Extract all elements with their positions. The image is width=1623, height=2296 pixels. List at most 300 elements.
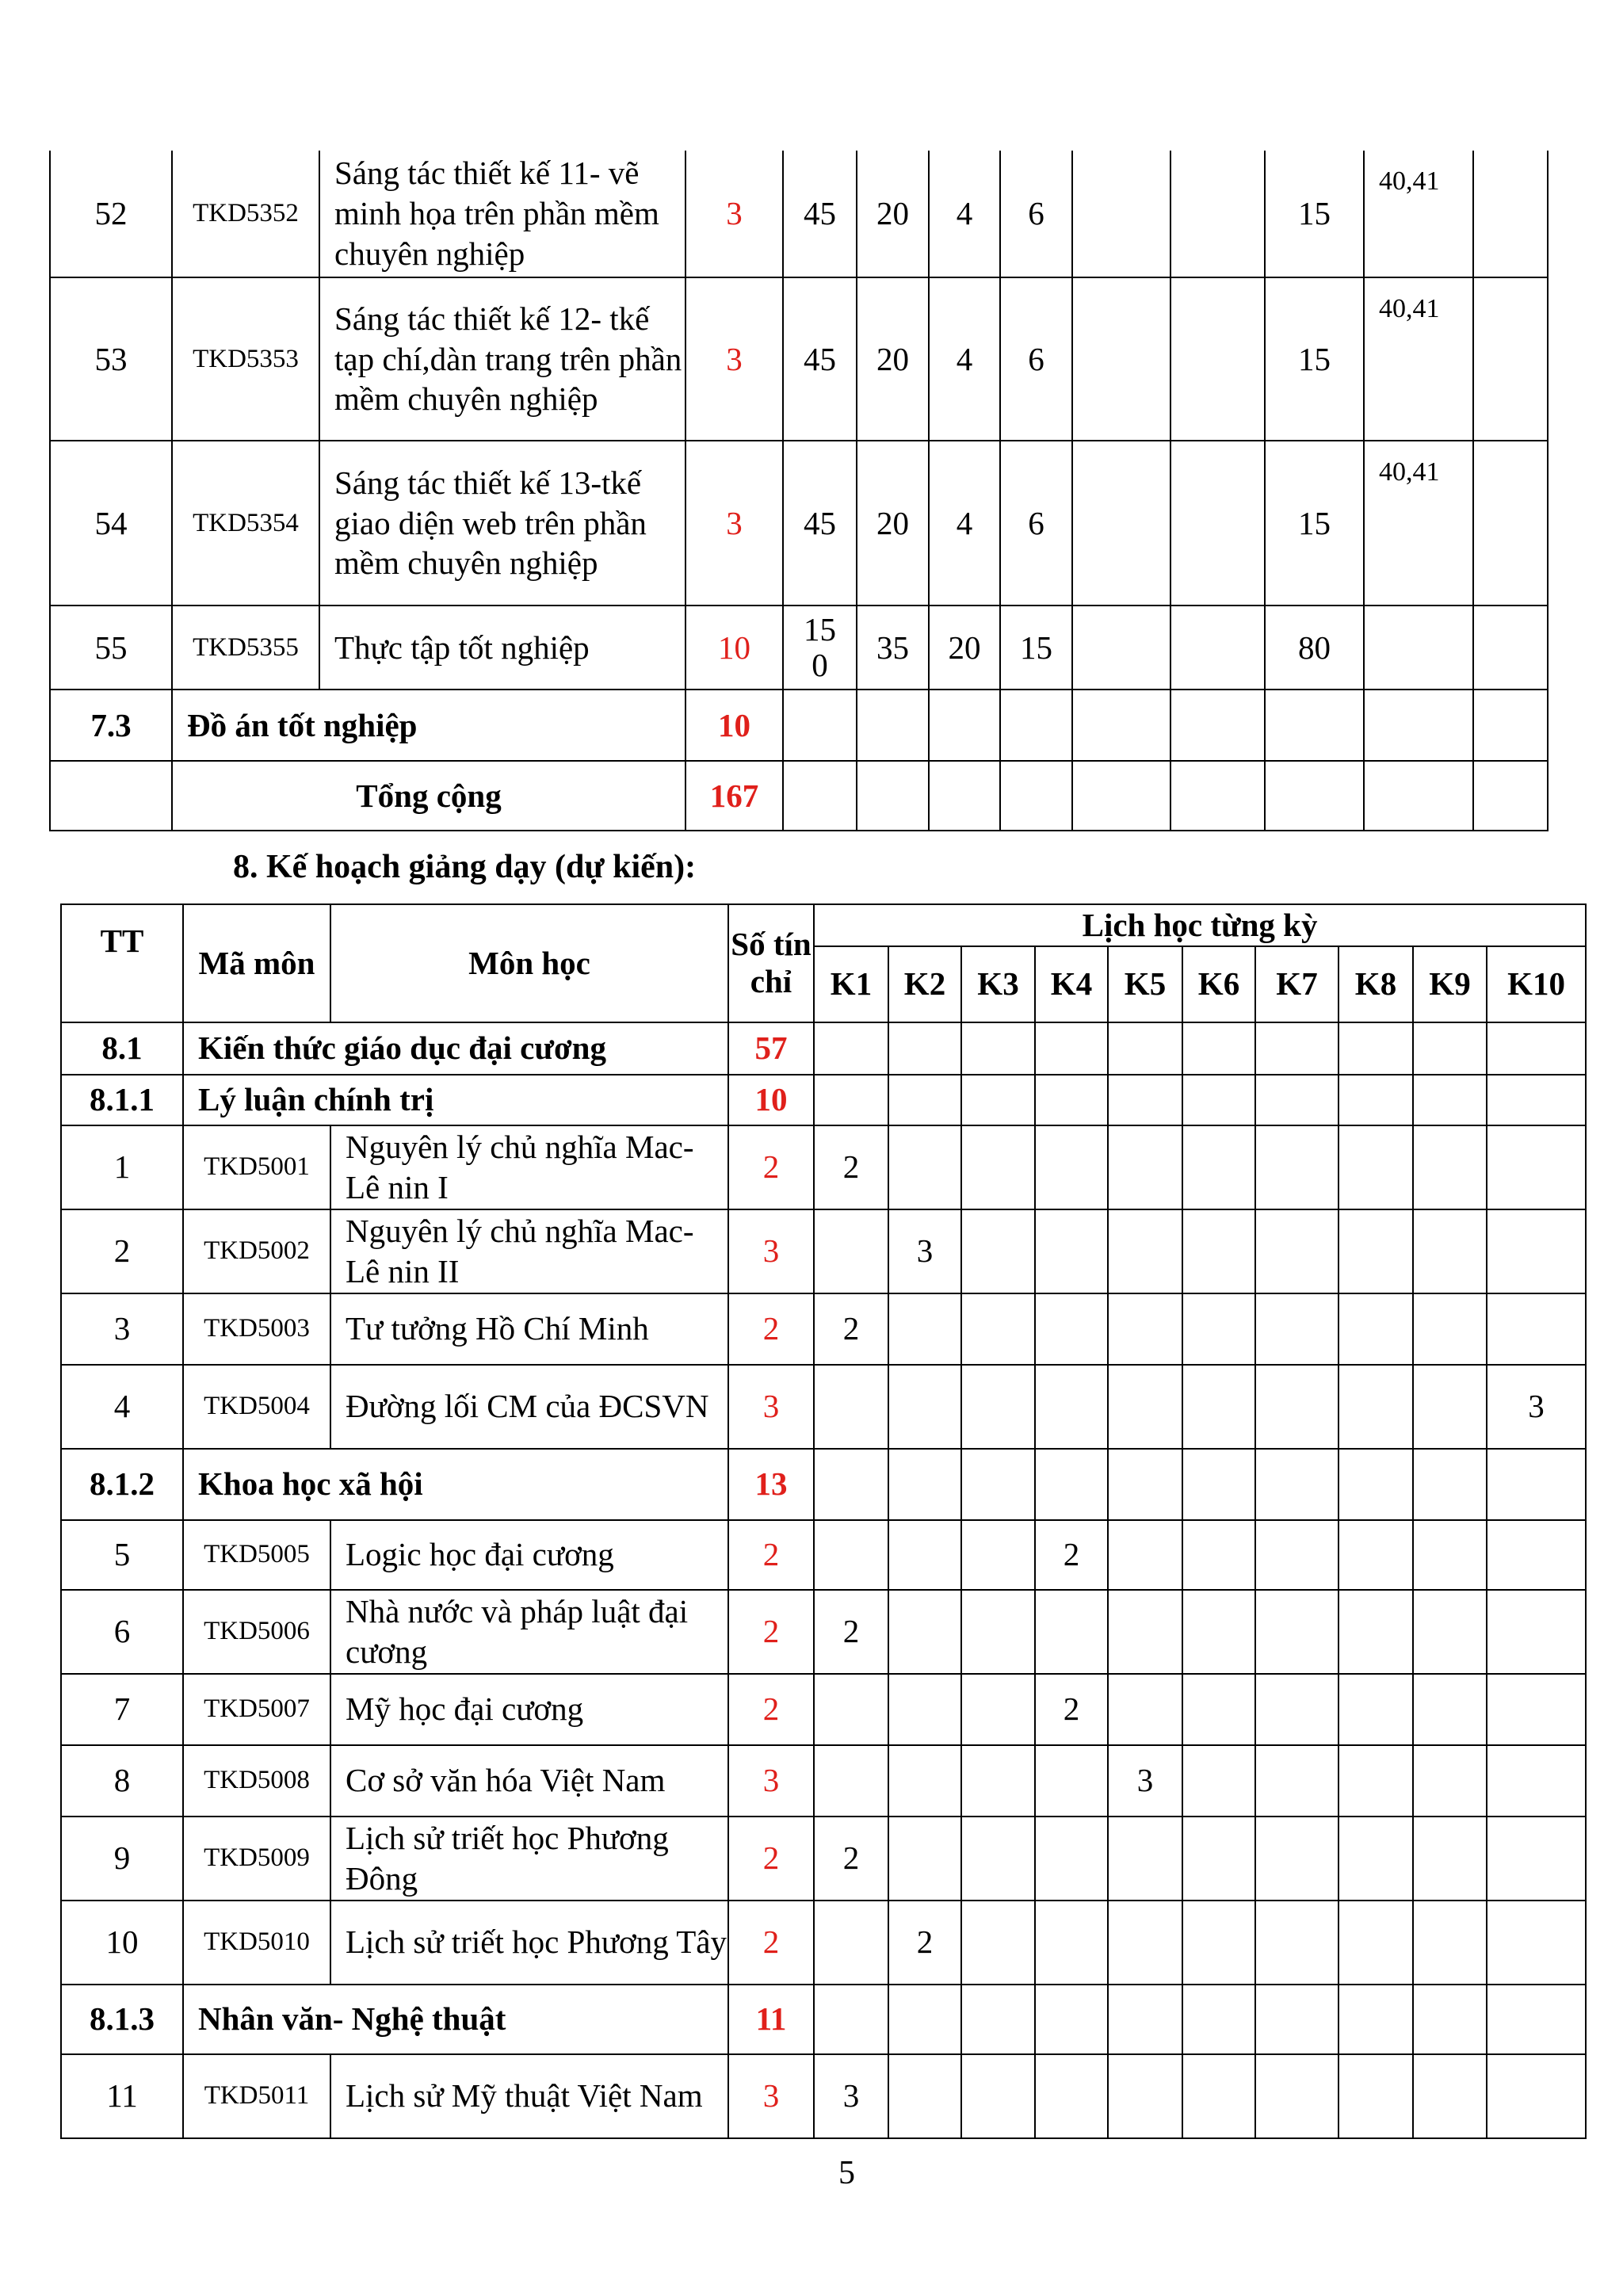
- hours-cell: 15: [1000, 606, 1072, 690]
- course-code: TKD5010: [183, 1901, 330, 1985]
- term-cell: [1182, 1985, 1255, 2054]
- term-cell: [1338, 1901, 1413, 1985]
- course-row: [61, 1745, 1586, 1817]
- term-header-k7: K7: [1255, 946, 1338, 1022]
- hours-cell: 6: [1000, 151, 1072, 277]
- term-cell: [1338, 1125, 1413, 1209]
- term-cell: [1338, 1075, 1413, 1125]
- term-cell: [888, 1125, 961, 1209]
- term-cell: [1182, 1125, 1255, 1209]
- term-cell: [1182, 1022, 1255, 1075]
- term-cell: [1182, 1674, 1255, 1745]
- empty-cell: [1364, 690, 1473, 761]
- term-cell: [1338, 1985, 1413, 2054]
- term-cell: [1035, 1365, 1108, 1449]
- course-credits: 2: [728, 1817, 814, 1901]
- term-cell: [888, 1817, 961, 1901]
- hours-cell: 45: [783, 441, 857, 606]
- course-row: [61, 1365, 1586, 1449]
- term-cell: [1413, 1365, 1487, 1449]
- row-number: 7: [61, 1674, 183, 1745]
- term-cell: [961, 1075, 1035, 1125]
- term-cell: 3: [1487, 1365, 1586, 1449]
- term-cell: [1413, 1745, 1487, 1817]
- term-cell: [1108, 1674, 1182, 1745]
- hours-cell: 150: [783, 606, 857, 690]
- course-name: Lịch sử triết học Phương Đông: [330, 1817, 728, 1901]
- course-row: [61, 1901, 1586, 1985]
- table-row: [50, 606, 1548, 690]
- section-name: Khoa học xã hội: [183, 1449, 728, 1520]
- term-cell: [1338, 1745, 1413, 1817]
- section-credits: 57: [728, 1022, 814, 1075]
- row-number: 52: [50, 151, 172, 277]
- term-cell: [1487, 1520, 1586, 1590]
- course-credits: 3: [728, 1365, 814, 1449]
- table-row: [50, 441, 1548, 606]
- empty-cell: [783, 761, 857, 831]
- term-cell: [1182, 1449, 1255, 1520]
- course-code: TKD5006: [183, 1590, 330, 1674]
- term-cell: [961, 1817, 1035, 1901]
- term-cell: [1413, 1590, 1487, 1674]
- term-cell: [1487, 1209, 1586, 1293]
- term-cell: [1255, 1293, 1338, 1365]
- term-cell: [1182, 1817, 1255, 1901]
- term-cell: [1255, 1674, 1338, 1745]
- term-cell: [1487, 1901, 1586, 1985]
- row-number: 1: [61, 1125, 183, 1209]
- term-cell: [888, 1075, 961, 1125]
- term-cell: [1413, 1901, 1487, 1985]
- total-row: [50, 761, 1548, 831]
- term-cell: [961, 1209, 1035, 1293]
- course-name: Nguyên lý chủ nghĩa Mac- Lê nin II: [330, 1209, 728, 1293]
- course-code: TKD5002: [183, 1209, 330, 1293]
- empty-cell: [1473, 761, 1548, 831]
- term-cell: [814, 1745, 888, 1817]
- course-name: Sáng tác thiết kế 12- tkế tạp chí,dàn trang trên phần mềm chuyên nghiệp: [319, 277, 685, 441]
- term-cell: [1255, 1125, 1338, 1209]
- term-cell: [814, 1209, 888, 1293]
- term-header-k6: K6: [1182, 946, 1255, 1022]
- hours-cell: 4: [929, 151, 1000, 277]
- hours-cell: 15: [1265, 277, 1364, 441]
- empty-cell: [1170, 761, 1265, 831]
- section-number: 8.1.3: [61, 1985, 183, 2054]
- term-cell: [1255, 1520, 1338, 1590]
- course-row: [61, 1209, 1586, 1293]
- term-cell: [1255, 1901, 1338, 1985]
- course-name: Nhà nước và pháp luật đại cương: [330, 1590, 728, 1674]
- section-row: [50, 690, 1548, 761]
- empty-cell: [1265, 690, 1364, 761]
- course-credits: 3: [685, 441, 783, 606]
- term-cell: [1182, 1590, 1255, 1674]
- hours-cell: [1170, 151, 1265, 277]
- term-cell: [1255, 1075, 1338, 1125]
- section-number: 7.3: [50, 690, 172, 761]
- term-cell: [1413, 1293, 1487, 1365]
- term-cell: [1413, 1985, 1487, 2054]
- term-cell: [961, 1449, 1035, 1520]
- term-cell: [1035, 1293, 1108, 1365]
- term-cell: [1108, 1125, 1182, 1209]
- course-credits: 2: [728, 1674, 814, 1745]
- row-number: 3: [61, 1293, 183, 1365]
- term-cell: [1255, 1365, 1338, 1449]
- term-cell: [1338, 1817, 1413, 1901]
- row-number: 6: [61, 1590, 183, 1674]
- term-header-k8: K8: [1338, 946, 1413, 1022]
- course-credits: 3: [728, 2054, 814, 2138]
- term-cell: [1338, 1449, 1413, 1520]
- hours-cell: 35: [857, 606, 929, 690]
- term-cell: [1035, 1901, 1108, 1985]
- term-cell: [1035, 1022, 1108, 1075]
- term-cell: [814, 1449, 888, 1520]
- term-cell: [888, 1520, 961, 1590]
- hours-cell: 15: [1265, 151, 1364, 277]
- empty-cell: [1265, 761, 1364, 831]
- term-header-k10: K10: [1487, 946, 1586, 1022]
- section-name: Đồ án tốt nghiệp: [172, 690, 685, 761]
- term-cell: [1487, 1075, 1586, 1125]
- term-cell: [1255, 1985, 1338, 2054]
- term-cell: 3: [814, 2054, 888, 2138]
- row-number: 4: [61, 1365, 183, 1449]
- term-cell: [1487, 2054, 1586, 2138]
- term-cell: 2: [814, 1125, 888, 1209]
- hours-cell: 6: [1000, 277, 1072, 441]
- course-row: [61, 1817, 1586, 1901]
- teaching-plan-table: [60, 904, 1587, 2139]
- section-number: 8.1: [61, 1022, 183, 1075]
- term-cell: [1487, 1674, 1586, 1745]
- prerequisite-cell: 40,41: [1364, 277, 1473, 441]
- section-name: Nhân văn- Nghệ thuật: [183, 1985, 728, 2054]
- term-cell: [961, 1125, 1035, 1209]
- term-cell: [888, 1365, 961, 1449]
- term-cell: [1413, 1817, 1487, 1901]
- term-cell: [961, 2054, 1035, 2138]
- term-header-k2: K2: [888, 946, 961, 1022]
- course-credits: 10: [685, 606, 783, 690]
- term-cell: [1108, 2054, 1182, 2138]
- empty-cell: [929, 690, 1000, 761]
- hours-cell: 20: [857, 151, 929, 277]
- term-cell: [1413, 1674, 1487, 1745]
- term-cell: [1338, 1022, 1413, 1075]
- hours-cell: 4: [929, 441, 1000, 606]
- term-cell: [1413, 1520, 1487, 1590]
- term-cell: [814, 1022, 888, 1075]
- term-cell: [814, 1365, 888, 1449]
- course-name: Cơ sở văn hóa Việt Nam: [330, 1745, 728, 1817]
- hours-cell: 45: [783, 277, 857, 441]
- term-cell: [1108, 1901, 1182, 1985]
- term-cell: [1338, 1293, 1413, 1365]
- term-cell: [1255, 2054, 1338, 2138]
- term-cell: [1108, 1590, 1182, 1674]
- term-header-k9: K9: [1413, 946, 1487, 1022]
- empty-cell: [857, 761, 929, 831]
- term-cell: [814, 1075, 888, 1125]
- term-cell: [1182, 1520, 1255, 1590]
- term-cell: [1108, 1022, 1182, 1075]
- course-credits: 2: [728, 1293, 814, 1365]
- empty-cell: [1473, 690, 1548, 761]
- table-row: [50, 277, 1548, 441]
- term-cell: [888, 1985, 961, 2054]
- course-name: Nguyên lý chủ nghĩa Mac- Lê nin I: [330, 1125, 728, 1209]
- term-cell: [888, 1745, 961, 1817]
- course-code: TKD5003: [183, 1293, 330, 1365]
- term-cell: [961, 1590, 1035, 1674]
- term-cell: [1413, 1022, 1487, 1075]
- term-cell: 3: [1108, 1745, 1182, 1817]
- term-cell: [1182, 2054, 1255, 2138]
- term-cell: [1108, 1209, 1182, 1293]
- row-number: 54: [50, 441, 172, 606]
- header-tt: TT: [61, 904, 183, 1022]
- term-cell: [888, 2054, 961, 2138]
- course-code: TKD5009: [183, 1817, 330, 1901]
- term-cell: 2: [814, 1293, 888, 1365]
- term-cell: [1182, 1365, 1255, 1449]
- term-cell: [1255, 1817, 1338, 1901]
- page-number: 5: [838, 2155, 855, 2191]
- hours-cell: 6: [1000, 441, 1072, 606]
- term-cell: [1035, 1817, 1108, 1901]
- term-cell: [1035, 1590, 1108, 1674]
- header-subject: Môn học: [330, 904, 728, 1022]
- course-credits: 2: [728, 1590, 814, 1674]
- row-number: 5: [61, 1520, 183, 1590]
- term-cell: [1108, 1985, 1182, 2054]
- header-credits: Số tín chỉ: [728, 904, 814, 1022]
- course-credits: 2: [728, 1520, 814, 1590]
- section-name: Lý luận chính trị: [183, 1075, 728, 1125]
- course-name: Lịch sử triết học Phương Tây: [330, 1901, 728, 1985]
- course-credits: 3: [728, 1209, 814, 1293]
- term-cell: [1487, 1449, 1586, 1520]
- course-credits: 3: [685, 151, 783, 277]
- course-code: TKD5355: [172, 606, 319, 690]
- note-cell: [1473, 441, 1548, 606]
- prerequisite-cell: 40,41: [1364, 441, 1473, 606]
- empty-cell: [1072, 761, 1170, 831]
- term-cell: [961, 1520, 1035, 1590]
- term-cell: [1108, 1817, 1182, 1901]
- term-cell: [1487, 1293, 1586, 1365]
- course-code: TKD5007: [183, 1674, 330, 1745]
- header-code: Mã môn: [183, 904, 330, 1022]
- term-cell: [1255, 1022, 1338, 1075]
- course-code: TKD5354: [172, 441, 319, 606]
- term-cell: [1035, 1209, 1108, 1293]
- section-credits: 11: [728, 1985, 814, 2054]
- term-cell: [1413, 2054, 1487, 2138]
- course-name: Thực tập tốt nghiệp: [319, 606, 685, 690]
- hours-cell: 15: [1265, 441, 1364, 606]
- term-header-k5: K5: [1108, 946, 1182, 1022]
- term-cell: [1338, 1520, 1413, 1590]
- total-label: Tổng cộng: [172, 761, 685, 831]
- course-name: Sáng tác thiết kế 11- vẽ minh họa trên phần mềm chuyên nghiệp: [319, 151, 685, 277]
- row-number: 55: [50, 606, 172, 690]
- hours-cell: 45: [783, 151, 857, 277]
- hours-cell: [1170, 277, 1265, 441]
- term-cell: [1338, 2054, 1413, 2138]
- term-cell: [1338, 1365, 1413, 1449]
- row-number: 2: [61, 1209, 183, 1293]
- term-cell: [1108, 1449, 1182, 1520]
- term-cell: [1413, 1075, 1487, 1125]
- section-name: Kiến thức giáo dục đại cương: [183, 1022, 728, 1075]
- term-cell: [1182, 1209, 1255, 1293]
- course-name: Mỹ học đại cương: [330, 1674, 728, 1745]
- term-cell: [888, 1674, 961, 1745]
- total-credits: 167: [685, 761, 783, 831]
- course-credits: 2: [728, 1901, 814, 1985]
- section-credits: 10: [685, 690, 783, 761]
- term-header-k4: K4: [1035, 946, 1108, 1022]
- term-cell: [1487, 1817, 1586, 1901]
- term-cell: 2: [814, 1817, 888, 1901]
- term-cell: [888, 1449, 961, 1520]
- hours-cell: 20: [857, 441, 929, 606]
- hours-cell: [1072, 606, 1170, 690]
- term-cell: [1182, 1293, 1255, 1365]
- course-name: Sáng tác thiết kế 13-tkế giao diện web trên phần mềm chuyên nghiệp: [319, 441, 685, 606]
- prerequisite-cell: 40,41: [1364, 151, 1473, 277]
- term-cell: [1035, 1985, 1108, 2054]
- course-code: TKD5004: [183, 1365, 330, 1449]
- hours-cell: [1072, 277, 1170, 441]
- empty-cell: [50, 761, 172, 831]
- term-cell: 2: [888, 1901, 961, 1985]
- term-cell: [1108, 1365, 1182, 1449]
- empty-cell: [1072, 690, 1170, 761]
- hours-cell: [1170, 441, 1265, 606]
- course-row: [61, 1674, 1586, 1745]
- hours-cell: 20: [857, 277, 929, 441]
- term-cell: 2: [814, 1590, 888, 1674]
- hours-cell: [1072, 441, 1170, 606]
- term-cell: [1338, 1209, 1413, 1293]
- empty-cell: [1000, 690, 1072, 761]
- term-header-k3: K3: [961, 946, 1035, 1022]
- row-number: 11: [61, 2054, 183, 2138]
- term-cell: [1035, 1449, 1108, 1520]
- term-cell: [1035, 1745, 1108, 1817]
- row-number: 53: [50, 277, 172, 441]
- section-credits: 10: [728, 1075, 814, 1125]
- course-code: TKD5008: [183, 1745, 330, 1817]
- term-cell: [1182, 1745, 1255, 1817]
- note-cell: [1473, 151, 1548, 277]
- term-cell: [961, 1365, 1035, 1449]
- term-cell: [1182, 1901, 1255, 1985]
- course-row: [61, 1293, 1586, 1365]
- term-cell: [888, 1590, 961, 1674]
- term-cell: [1413, 1125, 1487, 1209]
- note-cell: [1473, 606, 1548, 690]
- course-name: Logic học đại cương: [330, 1520, 728, 1590]
- term-cell: [961, 1901, 1035, 1985]
- hours-cell: [1170, 606, 1265, 690]
- course-row: [61, 1520, 1586, 1590]
- term-cell: [961, 1293, 1035, 1365]
- term-cell: 3: [888, 1209, 961, 1293]
- course-name: Lịch sử Mỹ thuật Việt Nam: [330, 2054, 728, 2138]
- term-cell: [1035, 1075, 1108, 1125]
- term-cell: [814, 1901, 888, 1985]
- term-cell: [1487, 1022, 1586, 1075]
- term-cell: [1108, 1520, 1182, 1590]
- term-header-k1: K1: [814, 946, 888, 1022]
- term-cell: [814, 1520, 888, 1590]
- course-row: [61, 2054, 1586, 2138]
- header-schedule: Lịch học từng kỳ: [814, 904, 1586, 946]
- section-number: 8.1.2: [61, 1449, 183, 1520]
- term-cell: [1487, 1985, 1586, 2054]
- empty-cell: [929, 761, 1000, 831]
- term-cell: [1487, 1745, 1586, 1817]
- term-cell: [961, 1745, 1035, 1817]
- term-cell: [1338, 1590, 1413, 1674]
- hours-cell: 20: [929, 606, 1000, 690]
- term-cell: [1487, 1590, 1586, 1674]
- section-number: 8.1.1: [61, 1075, 183, 1125]
- term-cell: [1108, 1293, 1182, 1365]
- table-row: [50, 151, 1548, 277]
- empty-cell: [1000, 761, 1072, 831]
- course-code: TKD5001: [183, 1125, 330, 1209]
- term-cell: [1413, 1449, 1487, 1520]
- term-cell: [1255, 1745, 1338, 1817]
- term-cell: [1108, 1075, 1182, 1125]
- section-row: [61, 1075, 1586, 1125]
- hours-cell: 4: [929, 277, 1000, 441]
- hours-cell: 80: [1265, 606, 1364, 690]
- term-cell: [1413, 1209, 1487, 1293]
- section-title: 8. Kế hoạch giảng dạy (dự kiến):: [233, 849, 697, 885]
- term-cell: [961, 1022, 1035, 1075]
- term-cell: [888, 1022, 961, 1075]
- course-name: Đường lối CM của ĐCSVN: [330, 1365, 728, 1449]
- course-code: TKD5011: [183, 2054, 330, 2138]
- section-row: [61, 1449, 1586, 1520]
- term-cell: 2: [1035, 1520, 1108, 1590]
- course-code: TKD5352: [172, 151, 319, 277]
- section-row: [61, 1985, 1586, 2054]
- term-cell: 2: [1035, 1674, 1108, 1745]
- note-cell: [1473, 277, 1548, 441]
- term-cell: [888, 1293, 961, 1365]
- term-cell: [1035, 1125, 1108, 1209]
- course-name: Tư tưởng Hồ Chí Minh: [330, 1293, 728, 1365]
- hours-cell: [1072, 151, 1170, 277]
- term-cell: [814, 1985, 888, 2054]
- section-credits: 13: [728, 1449, 814, 1520]
- course-code: TKD5005: [183, 1520, 330, 1590]
- course-code: TKD5353: [172, 277, 319, 441]
- term-cell: [961, 1674, 1035, 1745]
- row-number: 9: [61, 1817, 183, 1901]
- row-number: 8: [61, 1745, 183, 1817]
